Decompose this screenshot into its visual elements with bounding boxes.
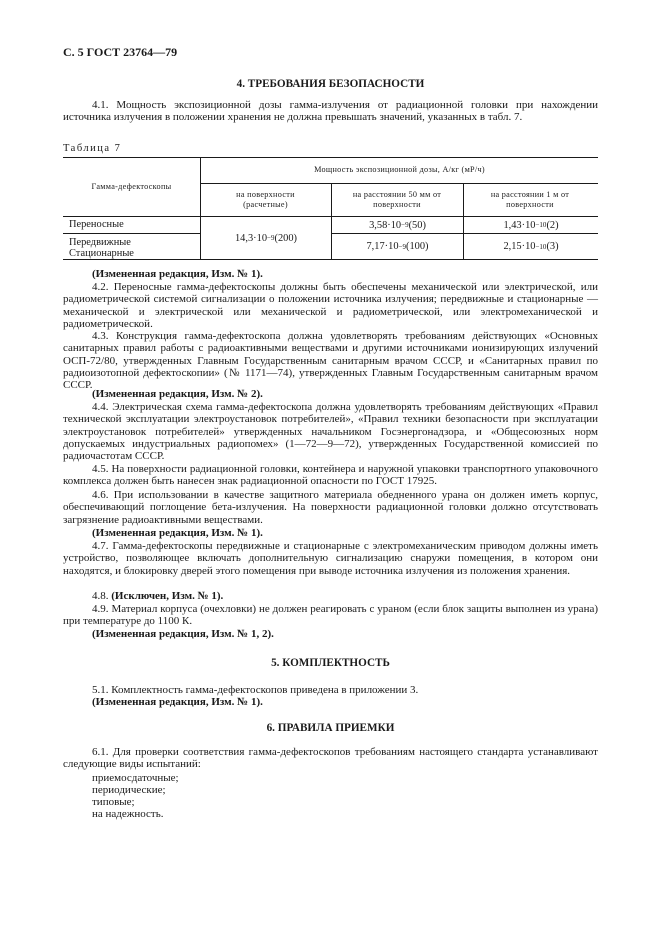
paragraph-4-4: 4.4. Электрическая схема гамма-дефектоскопа должна удовлетворять требованиям действующих «Правил технической эксплуатации электроустановок потребителей», «Правил техники безопасности при эксплуатации электроустановок потребителей» утвержденных начальником Госэнергонадзора, и «Общесоюзных норм допускаемых индустриальных радиопомех» (1—72—9—72), утвержденных Государственной комиссией по радиочастотам СССР.: [63, 401, 598, 463]
paragraph-5-1: 5.1. Комплектность гамма-дефектоскопов приведена в приложении 3.: [92, 684, 419, 696]
page-header: С. 5 ГОСТ 23764—79: [63, 45, 178, 59]
table-subheader-1m: на расстоянии 1 м от поверхности: [490, 190, 570, 209]
list-item-reliability: на надежность.: [92, 808, 164, 820]
list-item-type: типовые;: [92, 796, 135, 808]
section-5-title: 5. КОМПЛЕКТНОСТЬ: [271, 657, 390, 669]
list-item-periodic: периодические;: [92, 784, 166, 796]
table-cell-portable-50mm: 3,58·10 −9 (50): [369, 219, 426, 231]
paragraph-4-3: 4.3. Конструкция гамма-дефектоскопа должна удовлетворять требованиям действующих «Основных санитарных правил работы с радиоактивными веществами и другими источниками ионизирующих излучений ОСП-72/80, утвержденных Главным Государственным санитарным врачом СССР, и «Санитарных правил по радиоизотопной дефектоскопии» (№ 1171—74), утвержденных Главным Государственным санитарным врачом СССР.: [63, 330, 598, 392]
paragraph-4-5: 4.5. На поверхности радиационной головки, контейнера и наружной упаковки транспортного упаковочного комплекса должен быть нанесен знак радиационной опасности по ГОСТ 17925.: [63, 463, 598, 488]
paragraph-4-9: 4.9. Материал корпуса (очехловки) не должен реагировать с ураном (если блок защиты выполнен из урана) при температуре до 1100 К.: [63, 603, 598, 628]
revision-note-5: (Измененная редакция, Изм. № 1).: [92, 696, 263, 708]
table-row-label-mobile: Передвижные: [69, 237, 131, 248]
list-item-acceptance: приемосдаточные;: [92, 772, 179, 784]
paragraph-4-1: 4.1. Мощность экспозиционной дозы гамма-излучения от радиационной головки при нахождении источника излучения в положении хранения не должна превышать значений, указанных в табл. 7.: [63, 99, 598, 124]
table-subheader-50mm: на расстоянии 50 мм от поверхности: [352, 190, 442, 209]
paragraph-4-2: 4.2. Переносные гамма-дефектоскопы должны быть обеспечены механической или электрической, или радиометрической системой сигнализации о положении источника излучения; передвижные и стационарные — механической и электрической или механической и радиометрической, или электромеханической и радиометрической.: [63, 281, 598, 330]
paragraph-4-6: 4.6. При использовании в качестве защитного материала обедненного урана он должен иметь корпус, обеспечивающий поглощение бета-излучения. На поверхности радиационной головки должно отсутствовать загрязнение радиоактивными веществами.: [63, 489, 598, 526]
table-caption: Таблица 7: [63, 143, 122, 154]
section-4-title: 4. ТРЕБОВАНИЯ БЕЗОПАСНОСТИ: [236, 78, 425, 90]
revision-note-1: (Измененная редакция, Изм. № 1).: [92, 268, 263, 280]
table-header-gamma-defectoscopes: Гамма-дефектоскопы: [91, 181, 172, 191]
paragraph-4-7: 4.7. Гамма-дефектоскопы передвижные и стационарные с электромеханическим приводом должны иметь устройство, позволяющее включать дополнительную сигнализацию снаружи помещения, в котором они находятся, и блокировку дверей этого помещения при выводе источника излучения из положения хранения.: [63, 540, 598, 577]
table-cell-mobile-50mm: 7,17·10 −9 (100): [366, 241, 429, 252]
revision-note-4: (Измененная редакция, Изм. № 1, 2).: [92, 628, 274, 640]
table-row-label-portable: Переносные: [69, 219, 124, 230]
table-cell-portable-1m: 1,43·10 −10 (2): [503, 219, 559, 231]
table-cell-surface-value: 14,3·10 −9 (200): [234, 232, 297, 244]
paragraph-4-8: 4.8. (Исключен, Изм. № 1).: [92, 590, 224, 602]
table-row-label-stationary: Стационарные: [69, 248, 134, 259]
table-subheader-surface: на поверхности (расчетные): [236, 190, 295, 209]
table-7: [63, 157, 598, 260]
revision-note-2: (Измененная редакция, Изм. № 2).: [92, 388, 263, 400]
revision-note-3: (Измененная редакция, Изм. № 1).: [92, 527, 263, 539]
paragraph-6-1: 6.1. Для проверки соответствия гамма-дефектоскопов требованиям настоящего стандарта устанавливают следующие виды испытаний:: [63, 746, 598, 771]
table-cell-mobile-1m: 2,15·10 −10 (3): [503, 241, 559, 252]
section-6-title: 6. ПРАВИЛА ПРИЕМКИ: [266, 722, 395, 734]
table-header-dose-rate: Мощность экспозиционной дозы, А/кг (мР/ч): [314, 165, 485, 174]
